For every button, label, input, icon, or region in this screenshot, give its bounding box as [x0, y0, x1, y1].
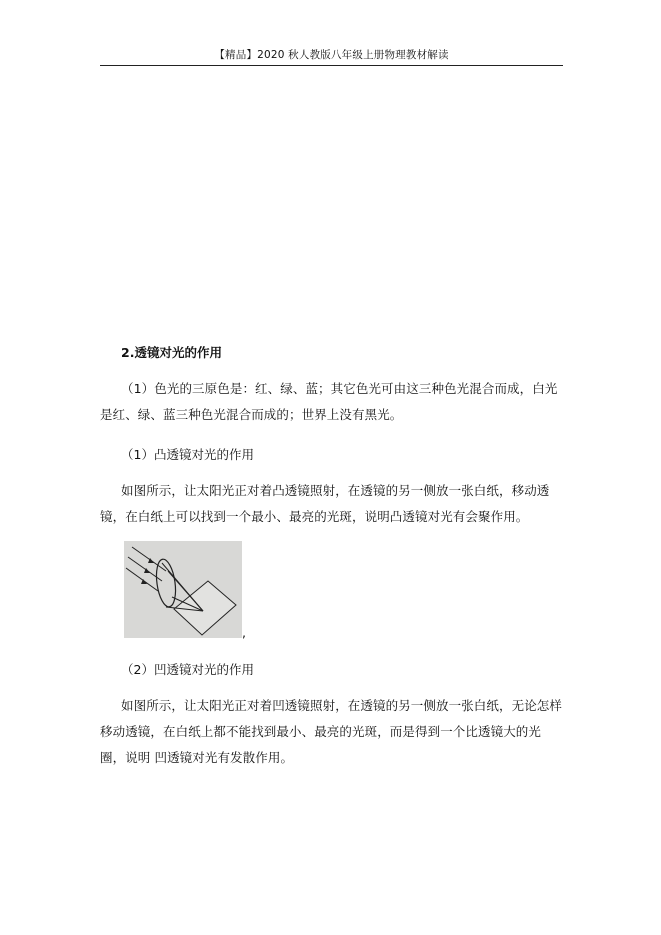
- convex-lens-paragraph: 如图所示，让太阳光正对着凸透镜照射，在透镜的另一侧放一张白纸，移动透镜，在白纸上可以找到一个最小、最亮的光斑，说明凸透镜对光有会聚作用。: [100, 483, 550, 524]
- convex-lens-heading: （1）凸透镜对光的作用: [121, 447, 254, 462]
- concave-lens-heading: （2）凹透镜对光的作用: [121, 662, 254, 677]
- header-divider: [100, 65, 563, 66]
- figure-trailing-comma: ,: [242, 625, 246, 640]
- concave-lens-paragraph: 如图所示，让太阳光正对着凹透镜照射，在透镜的另一侧放一张白纸，无论怎样移动透镜，在白纸上都不能找到最小、最亮的光斑，而是得到一个比透镜大的光圈，说明 凹透镜对光有发散作用。: [100, 698, 563, 765]
- primary-colors-paragraph: （1）色光的三原色是：红、绿、蓝；其它色光可由这三种色光混合而成，白光是红、绿、蓝三种色光混合而成的；世界上没有黑光。: [100, 381, 558, 422]
- convex-lens-figure: [124, 541, 242, 638]
- section-title: 2.透镜对光的作用: [121, 345, 222, 360]
- page-header: 【精品】2020 秋人教版八年级上册物理教材解读: [214, 49, 449, 61]
